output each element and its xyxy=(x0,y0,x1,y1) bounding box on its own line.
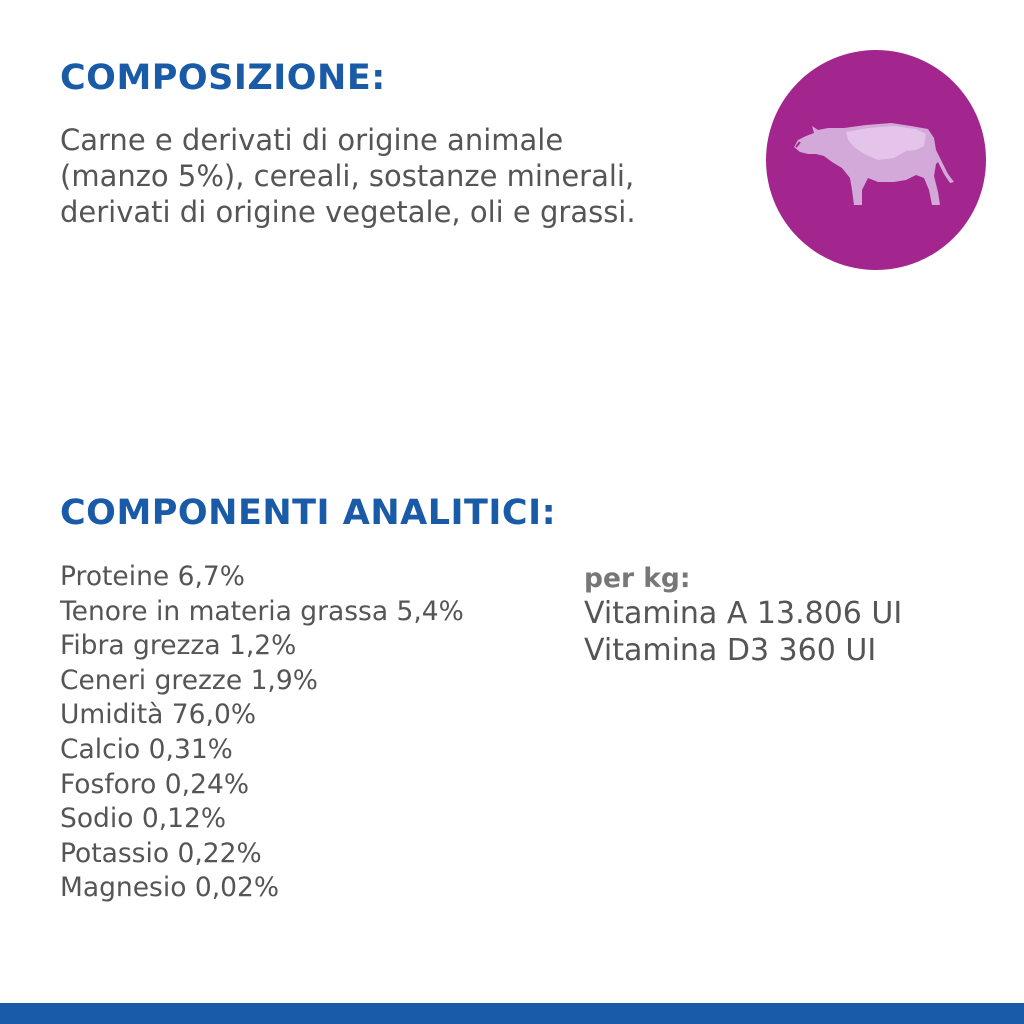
composition-line: Carne e derivati di origine animale xyxy=(60,123,564,157)
analytics-item: Umidità 76,0% xyxy=(60,699,256,731)
composition-line: (manzo 5%), cereali, sostanze minerali, xyxy=(60,159,635,193)
analytics-item: Fibra grezza 1,2% xyxy=(60,630,297,662)
composition-heading: COMPOSIZIONE: xyxy=(60,58,386,98)
analytics-item: Magnesio 0,02% xyxy=(60,872,280,904)
analytics-item: Tenore in materia grassa 5,4% xyxy=(60,595,464,627)
bottom-bar xyxy=(0,1003,1024,1024)
analytics-item: Ceneri grezze 1,9% xyxy=(60,664,318,696)
analytics-list xyxy=(60,560,464,906)
vitamin-item: Vitamina D3 360 UI xyxy=(584,633,877,668)
cow-icon xyxy=(766,50,986,270)
per-kg-label: per kg: xyxy=(584,563,691,594)
composition-line: derivati di origine vegetale, oli e grassi. xyxy=(60,195,636,229)
analytics-item: Sodio 0,12% xyxy=(60,803,227,835)
beef-badge xyxy=(766,50,986,270)
vitamin-item: Vitamina A 13.806 UI xyxy=(584,596,903,631)
analytics-item: Calcio 0,31% xyxy=(60,733,233,765)
composition-text xyxy=(60,122,780,230)
analytics-item: Proteine 6,7% xyxy=(60,561,245,592)
analytics-item: Potassio 0,22% xyxy=(60,837,262,869)
vitamins-list xyxy=(584,595,902,669)
analytics-heading: COMPONENTI ANALITICI: xyxy=(60,493,557,533)
analytics-item: Fosforo 0,24% xyxy=(60,768,249,800)
